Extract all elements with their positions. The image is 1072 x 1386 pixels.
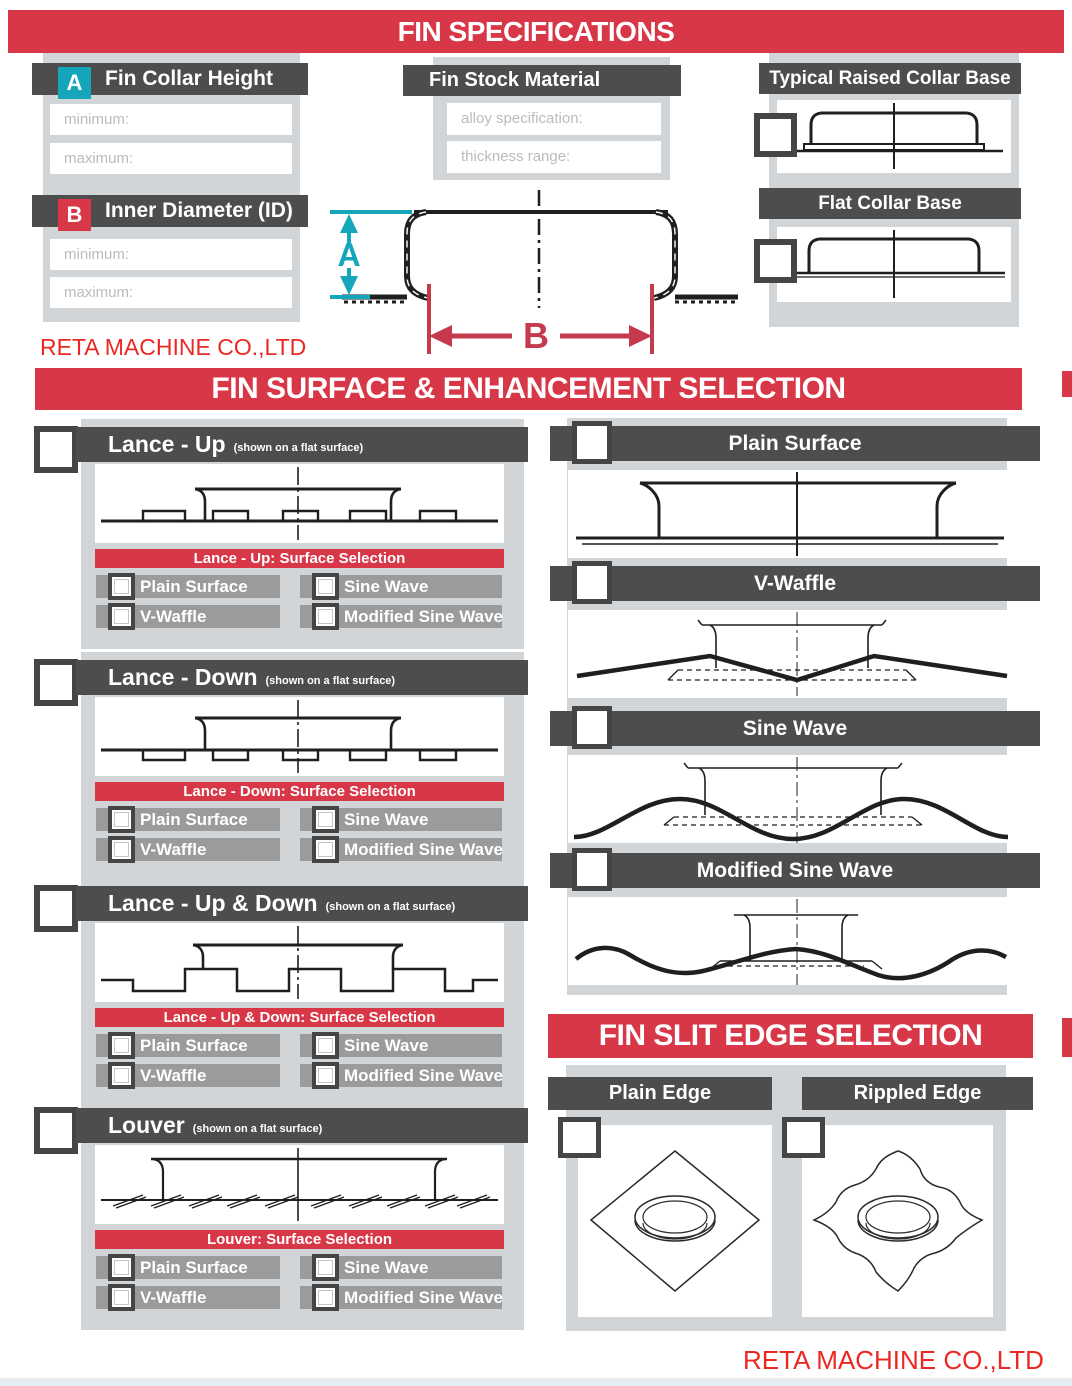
option-label: Plain Surface — [140, 577, 248, 596]
fin-specifications-banner — [8, 10, 1064, 53]
fin-stock-material-title: Fin Stock Material — [429, 69, 601, 91]
sine-wave-checkbox[interactable] — [312, 1254, 339, 1281]
dimension-a-key: A — [58, 67, 91, 99]
surface-plain — [550, 426, 1040, 561]
plain-edge-header: Plain Edge — [548, 1077, 772, 1110]
option-label: V-Waffle — [140, 1066, 207, 1085]
collar-dimension-diagram — [322, 186, 752, 366]
section-title: Louver — [108, 1112, 185, 1138]
lance-down-option-plain-surface[interactable] — [96, 808, 280, 831]
modified-sine-wave-checkbox[interactable] — [312, 836, 339, 863]
louver-selection-header: Louver: Surface Selection — [95, 1230, 504, 1249]
v-waffle-checkbox[interactable] — [108, 1062, 135, 1089]
lance-down-option-modified-sine-wave[interactable] — [300, 838, 502, 861]
option-label: Modified Sine Wave — [344, 840, 504, 859]
field-label: minimum: — [64, 111, 130, 128]
surface-modified-sine-wave — [550, 853, 1040, 988]
fin-collar-height-title: Fin Collar Height — [105, 67, 273, 90]
louver-option-v-waffle[interactable] — [96, 1286, 280, 1309]
option-label: Modified Sine Wave — [344, 1288, 504, 1307]
lance-up-down-drawing — [95, 923, 504, 1002]
rippled-edge-checkbox[interactable] — [782, 1117, 825, 1158]
option-label: Modified Sine Wave — [344, 607, 504, 626]
rippled-edge-header: Rippled Edge — [802, 1077, 1033, 1110]
plain-surface-checkbox[interactable] — [108, 1032, 135, 1059]
scan-edge — [0, 1378, 1072, 1386]
surface-sine-wave — [550, 711, 1040, 846]
v-waffle-checkbox[interactable] — [108, 1284, 135, 1311]
raised-collar-base-drawing — [777, 100, 1011, 173]
plain-edge-drawing — [578, 1125, 772, 1317]
lance-up-down-option-plain-surface[interactable] — [96, 1034, 280, 1057]
modified-sine-wave-drawing — [568, 897, 1013, 985]
sine-wave-checkbox[interactable] — [312, 806, 339, 833]
dimension-b-key: B — [58, 199, 91, 231]
option-label: Sine Wave — [344, 577, 429, 596]
lance-up-down-selection-header: Lance - Up & Down: Surface Selection — [95, 1008, 504, 1027]
thickness-range-field[interactable] — [447, 141, 661, 173]
lance-up-option-plain-surface[interactable] — [96, 575, 280, 598]
dimension-a-label: A — [337, 237, 361, 273]
lance-up-down-header — [76, 886, 528, 921]
plain-surface-checkbox[interactable] — [108, 1254, 135, 1281]
field-label: alloy specification: — [461, 110, 583, 127]
lance-up-option-v-waffle[interactable] — [96, 605, 280, 628]
option-label: Plain Surface — [140, 810, 248, 829]
dimension-b-label: B — [523, 315, 549, 356]
flat-collar-base-checkbox[interactable] — [754, 239, 797, 283]
modified-sine-wave-header: Modified Sine Wave — [550, 853, 1040, 888]
lance-up-drawing — [95, 464, 504, 543]
louver-checkbox[interactable] — [34, 1107, 78, 1154]
lance-up-down-option-sine-wave[interactable] — [300, 1034, 502, 1057]
louver-header — [76, 1108, 528, 1143]
option-label: V-Waffle — [140, 840, 207, 859]
section-title: Lance - Up & Down — [108, 890, 318, 916]
inner-diameter-minimum-field[interactable] — [50, 239, 292, 270]
plain-surface-checkbox[interactable] — [108, 806, 135, 833]
surface-enhancement-banner: FIN SURFACE & ENHANCEMENT SELECTION — [35, 368, 1022, 410]
option-label: Sine Wave — [344, 810, 429, 829]
option-label: Sine Wave — [344, 1258, 429, 1277]
collar-height-maximum-field[interactable] — [50, 143, 292, 174]
v-waffle-checkbox[interactable] — [572, 561, 612, 604]
option-label: V-Waffle — [140, 1288, 207, 1307]
raised-collar-base-checkbox[interactable] — [754, 113, 797, 157]
option-label: V-Waffle — [140, 607, 207, 626]
modified-sine-wave-checkbox[interactable] — [312, 1062, 339, 1089]
banner-bleed — [1062, 371, 1072, 397]
modified-sine-wave-checkbox[interactable] — [572, 848, 612, 891]
v-waffle-drawing — [568, 610, 1013, 698]
lance-up-down-checkbox[interactable] — [34, 885, 78, 932]
collar-height-minimum-field[interactable] — [50, 104, 292, 135]
lance-up-checkbox[interactable] — [34, 426, 78, 473]
v-waffle-header: V-Waffle — [550, 566, 1040, 601]
section-lance-down — [34, 660, 528, 892]
section-title: Lance - Down — [108, 664, 258, 690]
plain-surface-header: Plain Surface — [550, 426, 1040, 461]
sine-wave-checkbox[interactable] — [312, 573, 339, 600]
lance-up-selection-header: Lance - Up: Surface Selection — [95, 549, 504, 568]
option-label: Sine Wave — [344, 1036, 429, 1055]
lance-up-header — [76, 427, 528, 462]
surface-v-waffle — [550, 566, 1040, 701]
lance-down-selection-header: Lance - Down: Surface Selection — [95, 782, 504, 801]
plain-edge-checkbox[interactable] — [558, 1117, 601, 1158]
sine-wave-drawing — [568, 755, 1013, 843]
option-label: Plain Surface — [140, 1258, 248, 1277]
inner-diameter-title: Inner Diameter (ID) — [105, 199, 293, 222]
lance-up-down-option-v-waffle[interactable] — [96, 1064, 280, 1087]
collar-diagram-svg — [322, 186, 752, 366]
section-louver — [34, 1108, 528, 1340]
modified-sine-wave-checkbox[interactable] — [312, 1284, 339, 1311]
field-label: thickness range: — [461, 148, 571, 165]
modified-sine-wave-checkbox[interactable] — [312, 603, 339, 630]
lance-down-option-sine-wave[interactable] — [300, 808, 502, 831]
section-title: Lance - Up — [108, 431, 226, 457]
flat-collar-base-header: Flat Collar Base — [759, 188, 1021, 219]
alloy-specification-field[interactable] — [447, 103, 661, 135]
sine-wave-header: Sine Wave — [550, 711, 1040, 746]
slit-edge-banner: FIN SLIT EDGE SELECTION — [548, 1014, 1033, 1058]
sine-wave-checkbox[interactable] — [572, 706, 612, 749]
option-label: Plain Surface — [140, 1036, 248, 1055]
v-waffle-checkbox[interactable] — [108, 603, 135, 630]
rippled-edge-drawing — [802, 1125, 993, 1317]
louver-option-plain-surface[interactable] — [96, 1256, 280, 1279]
louver-option-modified-sine-wave[interactable] — [300, 1286, 502, 1309]
lance-up-option-modified-sine-wave[interactable] — [300, 605, 502, 628]
field-label: minimum: — [64, 246, 130, 263]
plain-surface-drawing — [568, 470, 1013, 558]
lance-down-checkbox[interactable] — [34, 659, 78, 706]
company-watermark-top: RETA MACHINE CO.,LTD — [40, 334, 307, 360]
field-label: maximum: — [64, 284, 134, 301]
plain-surface-checkbox[interactable] — [108, 573, 135, 600]
section-note: (shown on a flat surface) — [233, 442, 364, 454]
field-label: maximum: — [64, 150, 134, 167]
company-watermark-bottom: RETA MACHINE CO.,LTD — [743, 1345, 1044, 1375]
fin-stock-material-header — [403, 65, 681, 96]
lance-down-drawing — [95, 697, 504, 776]
inner-diameter-maximum-field[interactable] — [50, 277, 292, 308]
plain-surface-checkbox[interactable] — [572, 421, 612, 464]
lance-down-header — [76, 660, 528, 695]
section-note: (shown on a flat surface) — [265, 675, 396, 687]
v-waffle-checkbox[interactable] — [108, 836, 135, 863]
lance-up-down-option-modified-sine-wave[interactable] — [300, 1064, 502, 1087]
flat-collar-base-drawing — [777, 227, 1011, 302]
louver-option-sine-wave[interactable] — [300, 1256, 502, 1279]
section-lance-up-down — [34, 886, 528, 1118]
section-lance-up — [34, 427, 528, 659]
sine-wave-checkbox[interactable] — [312, 1032, 339, 1059]
lance-down-option-v-waffle[interactable] — [96, 838, 280, 861]
louver-drawing — [95, 1145, 504, 1224]
banner-bleed — [1062, 1018, 1072, 1057]
section-note: (shown on a flat surface) — [192, 1123, 323, 1135]
section-note: (shown on a flat surface) — [325, 901, 456, 913]
lance-up-option-sine-wave[interactable] — [300, 575, 502, 598]
option-label: Modified Sine Wave — [344, 1066, 504, 1085]
page-title: FIN SPECIFICATIONS — [397, 16, 675, 47]
raised-collar-base-header: Typical Raised Collar Base — [759, 63, 1021, 94]
